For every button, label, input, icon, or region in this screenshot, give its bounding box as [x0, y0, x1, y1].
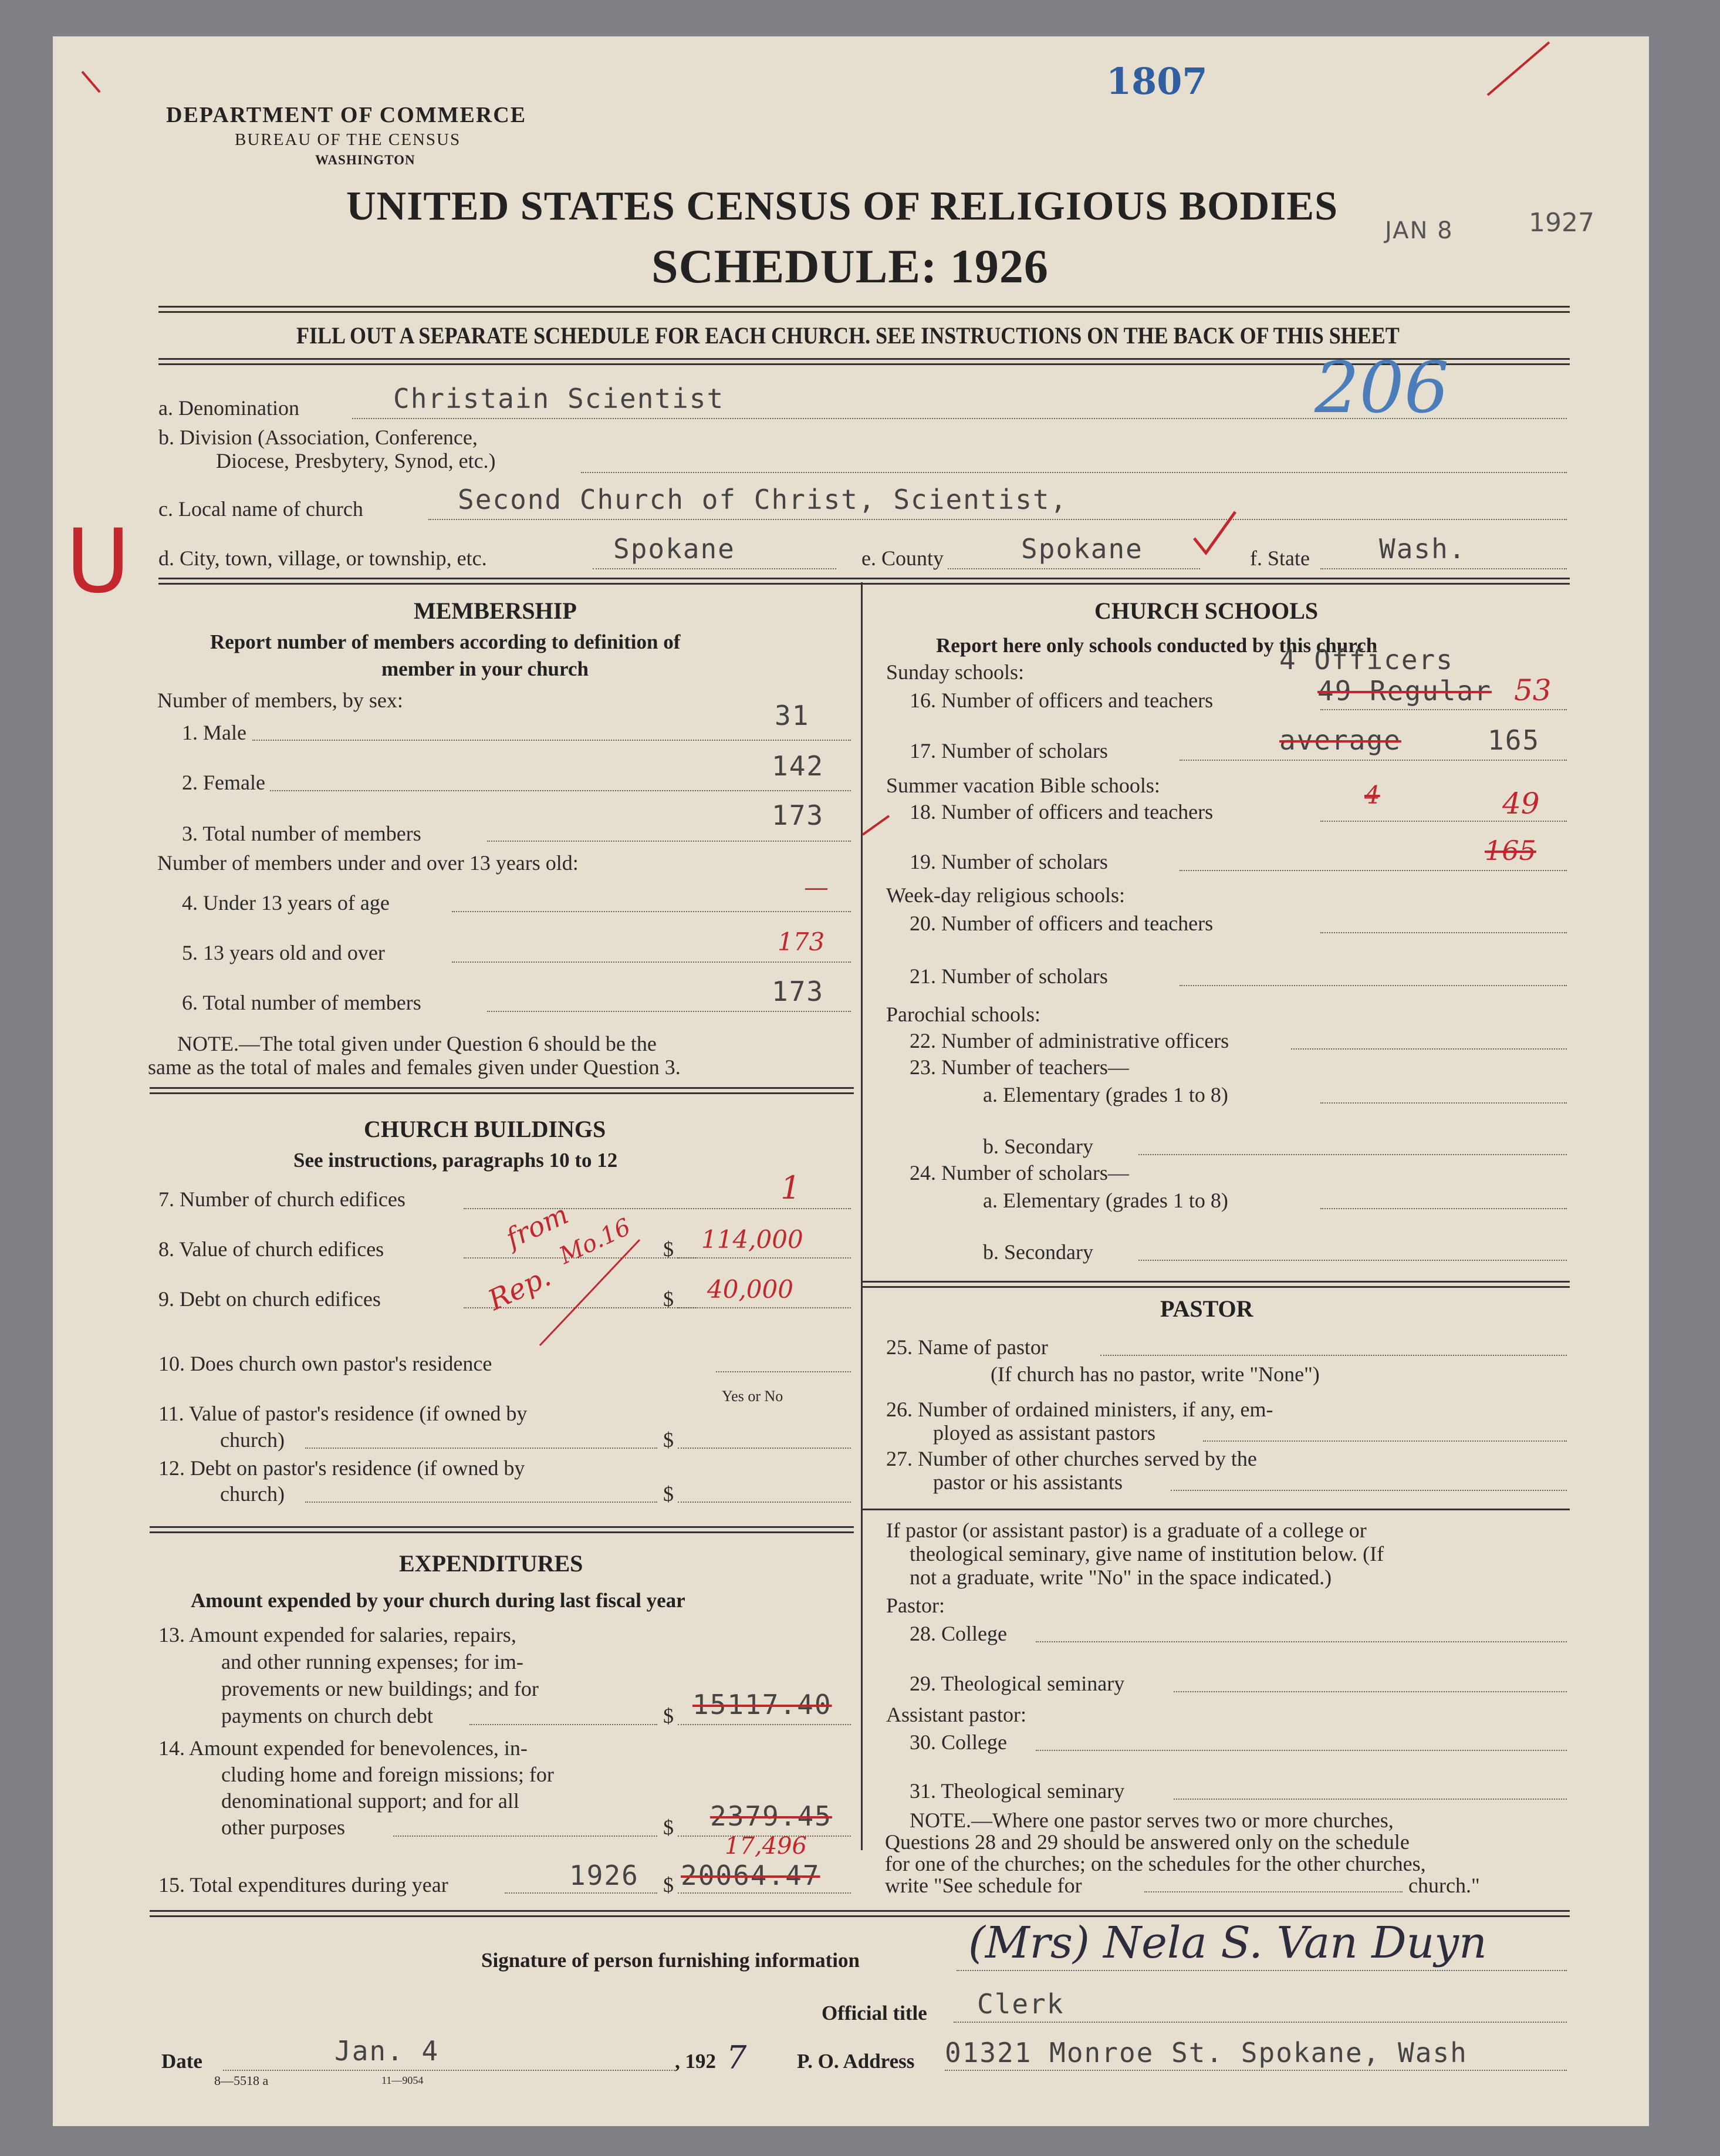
q29-line [1174, 1691, 1567, 1692]
q15-line [505, 1892, 657, 1894]
q9-amount-line [678, 1307, 851, 1308]
q12-line [305, 1502, 657, 1503]
q13-label-2: and other running expenses; for im- [221, 1650, 523, 1673]
q13-label-4: payments on church debt [221, 1704, 433, 1728]
q6-label: 6. Total number of members [182, 991, 421, 1014]
q16-label: 16. Number of officers and teachers [910, 689, 1214, 712]
q2-value: 142 [772, 750, 824, 782]
q24-label: 24. Number of scholars— [910, 1161, 1129, 1185]
pastor-rule [863, 1509, 1570, 1510]
red-slash-annotation [534, 1234, 651, 1351]
q18-struck: 4 [1364, 781, 1380, 809]
annotation-from: from [501, 1198, 573, 1254]
pastor-note-4: write "See schedule for [885, 1874, 1082, 1897]
division-label-2: Diocese, Presbytery, Synod, etc.) [216, 449, 496, 473]
q27-label: 27. Number of other churches served by the [886, 1447, 1257, 1470]
by-age-label: Number of members under and over 13 years old: [157, 851, 579, 875]
state-value: Wash. [1379, 533, 1466, 565]
q25-hint: (If church has no pastor, write "None") [991, 1362, 1320, 1386]
q5-line [452, 961, 851, 963]
annotation-rep: Rep. [483, 1260, 556, 1317]
address-value: 01321 Monroe St. Spokane, Wash [945, 2037, 1468, 2069]
q27-label-2: pastor or his assistants [933, 1470, 1123, 1494]
q5-value: 173 [778, 927, 825, 956]
year-prefix: , 192 [675, 2050, 716, 2073]
q25-line [1100, 1355, 1567, 1356]
pastor-note-5: church." [1408, 1874, 1480, 1897]
q13-value: 15117.40 [692, 1689, 832, 1720]
q22-label: 22. Number of administrative officers [910, 1029, 1229, 1052]
q26-line [1203, 1440, 1567, 1442]
denomination-label: a. Denomination [158, 396, 299, 420]
parochial-label: Parochial schools: [886, 1003, 1040, 1026]
address-label: P. O. Address [797, 2050, 915, 2073]
church-schools-heading: CHURCH SCHOOLS [1094, 598, 1319, 624]
graduate-instruction-3: not a graduate, write "No" in the space indicated.) [910, 1565, 1332, 1589]
q28-line [1036, 1641, 1567, 1642]
annotation-month: Mo.16 [555, 1213, 635, 1270]
q23b-line [1138, 1154, 1567, 1155]
q27-line [1171, 1490, 1567, 1491]
q18-line [1320, 821, 1567, 822]
q26-label-2: ployed as assistant pastors [933, 1421, 1155, 1445]
q12-amount-line [678, 1502, 851, 1503]
buildings-rule [150, 1526, 854, 1533]
q18-red-value: 49 [1502, 787, 1540, 821]
q7-line [464, 1208, 851, 1209]
denomination-value: Christain Scientist [393, 383, 725, 414]
q20-label: 20. Number of officers and teachers [910, 912, 1214, 935]
expenditures-sub: Amount expended by your church during last fiscal year [191, 1589, 685, 1612]
q13-label: 13. Amount expended for salaries, repairs, [158, 1623, 516, 1646]
pastor-note-2: Questions 28 and 29 should be answered only on the schedule [885, 1830, 1410, 1854]
q16-line [1320, 709, 1567, 710]
handwritten-blue-number: 206 [1315, 347, 1449, 429]
q23b-label: b. Secondary [983, 1135, 1093, 1158]
q15-year: 1926 [569, 1860, 639, 1891]
q4-label: 4. Under 13 years of age [182, 891, 390, 915]
received-year-stamp: 1927 [1529, 208, 1594, 238]
pastor-note: NOTE.—Where one pastor serves two or more churches, [910, 1809, 1394, 1832]
q17-typed: average [1279, 724, 1401, 756]
q1-value: 31 [775, 700, 810, 731]
q15-red-total: 17,496 [725, 1833, 807, 1860]
county-label: e. County [861, 546, 944, 570]
q9-value: 40,000 [707, 1275, 793, 1304]
footer-rule [150, 1910, 1570, 1917]
q29-label: 29. Theological seminary [910, 1672, 1125, 1695]
q14-value: 2379.45 [710, 1800, 832, 1832]
q8-dollar: $ [663, 1237, 674, 1261]
county-line [948, 568, 1200, 569]
census-form-sheet [53, 36, 1649, 2126]
membership-note: NOTE.—The total given under Question 6 should be the [177, 1032, 657, 1055]
signature-label: Signature of person furnishing information [481, 1949, 860, 1972]
q30-line [1036, 1750, 1567, 1751]
schools-rule [863, 1281, 1570, 1288]
q3-label: 3. Total number of members [182, 822, 421, 845]
q8-amount-line [678, 1257, 851, 1258]
q25-label: 25. Name of pastor [886, 1335, 1048, 1359]
q6-value: 173 [772, 976, 824, 1007]
denomination-line [352, 418, 1567, 419]
q13-dollar: $ [663, 1704, 674, 1728]
q12-label: 12. Debt on pastor's residence (if owned by [158, 1456, 525, 1480]
q17-label: 17. Number of scholars [910, 739, 1108, 762]
q8-label: 8. Value of church edifices [158, 1237, 384, 1261]
red-tick-corner [76, 66, 111, 101]
q20-line [1320, 932, 1567, 933]
q3-value: 173 [772, 799, 824, 831]
q26-label: 26. Number of ordained ministers, if any, em- [886, 1398, 1273, 1421]
q11-line [305, 1448, 657, 1449]
membership-intro: Report number of members according to definition of [210, 630, 681, 653]
red-check-mark-top [1485, 36, 1555, 101]
q19-struck: 165 [1485, 835, 1536, 866]
state-line [1320, 568, 1567, 569]
q16-typed-officers: 4 Officers [1279, 644, 1454, 676]
q10-hint: Yes or No [722, 1388, 783, 1405]
red-check-county [1191, 506, 1238, 559]
q2-label: 2. Female [182, 771, 265, 794]
city-value: Spokane [613, 533, 735, 565]
weekday-label: Week-day religious schools: [886, 883, 1126, 907]
graduate-instruction-2: theological seminary, give name of institution below. (If [910, 1542, 1384, 1565]
year-digit: 7 [726, 2039, 747, 2076]
q4-value: — [804, 873, 829, 902]
local-name-label: c. Local name of church [158, 497, 363, 521]
city-heading: WASHINGTON [315, 153, 415, 167]
q15-value: 20064.47 [681, 1860, 820, 1891]
pastor-note-line [1144, 1891, 1403, 1892]
q31-label: 31. Theological seminary [910, 1779, 1125, 1803]
pastor-sub-label: Pastor: [886, 1594, 945, 1617]
q11-label-2: church) [220, 1428, 285, 1452]
date-value: Jan. 4 [334, 2035, 440, 2067]
division-label: b. Division (Association, Conference, [158, 426, 478, 449]
date-label: Date [161, 2050, 202, 2073]
buildings-heading: CHURCH BUILDINGS [364, 1116, 606, 1142]
official-title-value: Clerk [977, 1988, 1065, 2020]
summer-label: Summer vacation Bible schools: [886, 774, 1160, 797]
red-tick-q3 [860, 811, 895, 841]
q13-line [469, 1724, 657, 1725]
form-title: UNITED STATES CENSUS OF RELIGIOUS BODIES [346, 184, 1339, 229]
bureau-heading: BUREAU OF THE CENSUS [235, 130, 461, 149]
q11-label: 11. Value of pastor's residence (if owned by [158, 1402, 528, 1425]
q12-label-2: church) [220, 1482, 285, 1506]
red-u-mark: U [66, 511, 130, 613]
q21-line [1180, 985, 1567, 986]
print-number: 11—9054 [381, 2074, 424, 2086]
q19-line [1180, 870, 1567, 871]
q15-label: 15. Total expenditures during year [158, 1873, 448, 1897]
membership-rule [150, 1087, 854, 1094]
q5-label: 5. 13 years old and over [182, 941, 385, 964]
state-label: f. State [1250, 546, 1310, 570]
q9-label: 9. Debt on church edifices [158, 1287, 381, 1311]
q16-typed-regular: 49 Regular [1317, 675, 1492, 707]
q24b-label: b. Secondary [983, 1240, 1093, 1264]
q28-label: 28. College [910, 1622, 1007, 1645]
q6-line [487, 1011, 851, 1012]
sunday-label: Sunday schools: [886, 660, 1025, 684]
county-value: Spokane [1021, 533, 1143, 565]
buildings-sub: See instructions, paragraphs 10 to 12 [293, 1149, 618, 1172]
q7-label: 7. Number of church edifices [158, 1187, 405, 1211]
q31-line [1174, 1799, 1567, 1800]
q14-label-4: other purposes [221, 1816, 345, 1839]
q11-amount-line [678, 1448, 851, 1449]
q17-line [1180, 760, 1567, 761]
q10-label: 10. Does church own pastor's residence [158, 1352, 492, 1375]
q24b-line [1138, 1260, 1567, 1261]
q16-red-value: 53 [1514, 673, 1552, 707]
q13-label-3: provements or new buildings; and for [221, 1677, 539, 1700]
local-name-line [428, 519, 1567, 520]
batch-number-stamp: 1807 [1106, 60, 1208, 103]
schedule-title: SCHEDULE: 1926 [651, 239, 1049, 293]
q17-value: 165 [1488, 724, 1540, 756]
q15-dollar: $ [663, 1873, 674, 1897]
q7-value: 1 [780, 1169, 801, 1206]
city-line [593, 568, 836, 569]
form-number: 8—5518 a [214, 2073, 269, 2088]
pastor-heading: PASTOR [1160, 1295, 1253, 1322]
q14-line [393, 1836, 657, 1837]
department-heading: DEPARTMENT OF COMMERCE [166, 103, 527, 127]
q23a-line [1320, 1102, 1567, 1104]
q4-line [452, 911, 851, 912]
q22-line [1291, 1048, 1567, 1050]
q1-line [252, 740, 851, 741]
membership-intro-2: member in your church [381, 657, 589, 680]
q8-value: 114,000 [701, 1225, 803, 1254]
q30-label: 30. College [910, 1730, 1007, 1754]
q2-line [270, 790, 851, 791]
q23a-label: a. Elementary (grades 1 to 8) [983, 1083, 1228, 1106]
by-sex-label: Number of members, by sex: [157, 689, 403, 712]
membership-heading: MEMBERSHIP [414, 598, 577, 624]
q12-dollar: $ [663, 1482, 674, 1506]
q14-label-3: denominational support; and for all [221, 1789, 519, 1813]
assistant-sub-label: Assistant pastor: [886, 1703, 1026, 1726]
q9-dollar: $ [663, 1287, 674, 1311]
q18-label: 18. Number of officers and teachers [910, 800, 1214, 824]
official-title-line [954, 2022, 1567, 2023]
local-name-value: Second Church of Christ, Scientist, [458, 484, 1068, 515]
instructions-banner: FILL OUT A SEPARATE SCHEDULE FOR EACH CHURCH. SEE INSTRUCTIONS ON THE BACK OF THIS SHEET [296, 322, 1400, 349]
q13-amount-line [678, 1724, 851, 1725]
q14-dollar: $ [663, 1816, 674, 1839]
header-rule-top [158, 306, 1570, 313]
section-rule [158, 578, 1570, 585]
official-title-label: Official title [822, 2002, 927, 2025]
signature-value: (Mrs) Nela S. Van Duyn [968, 1918, 1487, 1968]
address-line [945, 2070, 1567, 2071]
division-line [581, 472, 1567, 473]
date-line [223, 2070, 675, 2071]
q24a-label: a. Elementary (grades 1 to 8) [983, 1189, 1228, 1212]
membership-note-2: same as the total of males and females given under Question 3. [148, 1055, 681, 1079]
q14-label: 14. Amount expended for benevolences, in- [158, 1736, 528, 1760]
signature-line [957, 1970, 1567, 1971]
expenditures-heading: EXPENDITURES [399, 1550, 583, 1577]
city-label: d. City, town, village, or township, etc. [158, 546, 487, 570]
pastor-note-3: for one of the churches; on the schedules for the other churches, [885, 1852, 1426, 1875]
q19-label: 19. Number of scholars [910, 850, 1108, 873]
graduate-instruction: If pastor (or assistant pastor) is a graduate of a college or [886, 1519, 1367, 1542]
q15-amount-line [678, 1892, 851, 1894]
q3-line [487, 841, 851, 842]
received-date-stamp: JAN 8 [1385, 217, 1454, 244]
q11-dollar: $ [663, 1428, 674, 1452]
column-divider [861, 582, 863, 1850]
q24a-line [1320, 1208, 1567, 1209]
q14-label-2: cluding home and foreign missions; for [221, 1763, 554, 1786]
q1-label: 1. Male [182, 721, 246, 744]
church-schools-intro: Report here only schools conducted by this church [936, 634, 1378, 657]
q10-line [716, 1371, 851, 1372]
q21-label: 21. Number of scholars [910, 964, 1108, 988]
q23-label: 23. Number of teachers— [910, 1055, 1129, 1079]
